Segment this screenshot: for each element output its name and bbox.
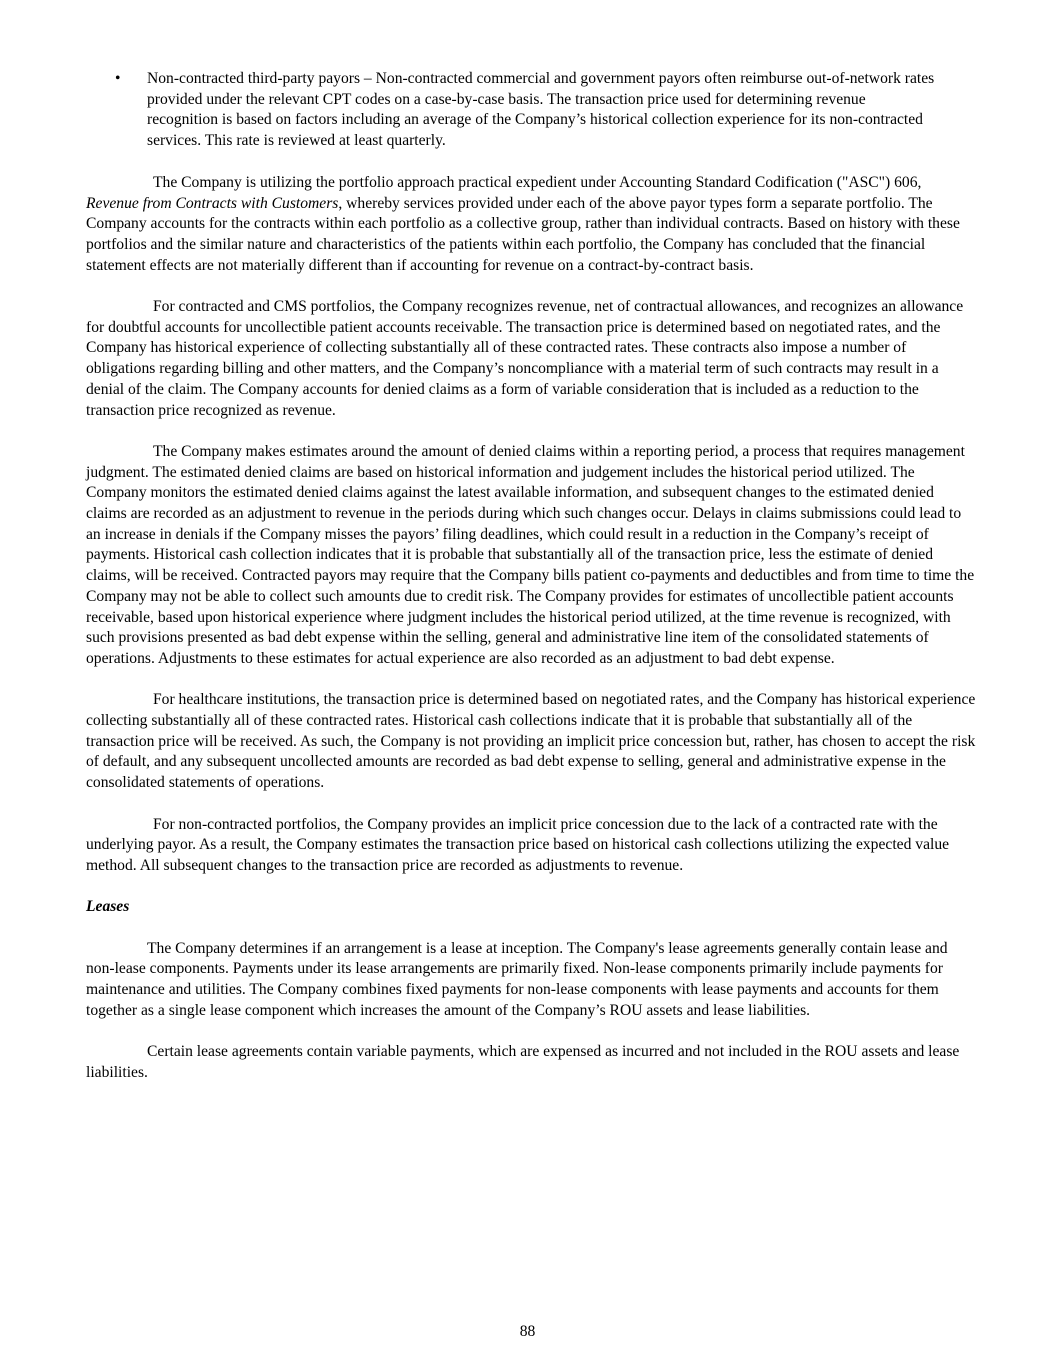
paragraph-lease-inception [86, 939, 976, 1022]
paragraph-non-contracted-portfolios [86, 815, 976, 877]
paragraph-healthcare-institutions [86, 690, 976, 794]
paragraph-variable-payments [86, 1042, 976, 1083]
paragraph-text: , whereby services provided under each of the above payor types form a separate portfolio. The Company accounts for the contracts within each portfolio as a collective group, rather than individual contracts. Based on history with these portfolios and the similar nature and characteristics of the patients within each portfolio, the Company has concluded that the financial statement effects are not materially different than if accounting for revenue on a contract-by-contract basis. [86, 194, 960, 274]
asc-606-title: Revenue from Contracts with Customers [86, 194, 339, 212]
paragraph-denied-claims [86, 442, 976, 670]
bullet-text: Non-contracted third-party payors – Non-contracted commercial and government payors often reimburse out-of-network rates provided under the relevant CPT codes on a case-by-case basis. The transaction price used for determining revenue recognition is based on factors including an average of the Company’s historical collection experience for its non-contracted services. This rate is reviewed at least quarterly. [147, 70, 935, 150]
paragraph-text: The Company makes estimates around the amount of denied claims within a reporting period, a process that requires management judgment. The estimated denied claims are based on historical information and judgement includes the historical period utilized. The Company monitors the estimated denied claims against the latest available information, and subsequent changes to the estimated denied claims are recorded as an adjustment to revenue in the periods during which such changes occur. Delays in claims submissions could lead to an increase in denials if the Company misses the payors’ filing deadlines, which could result in a reduction in the Company’s receipt of payments. Historical cash collection indicates that it is probable that substantially all of the transaction price, less the estimate of denied claims, will be received. Contracted payors may require that the Company bills patient co-payments and deductibles and from time to time the Company may not be able to collect such amounts due to credit risk. The Company provides for estimates of uncollectible patient accounts receivable, based upon historical experience where judgment includes the historical period utilized, at the time revenue is recognized, with such provisions presented as bad debt expense within the selling, general and administrative line item of the consolidated statements of operations. Adjustments to these estimates for actual experience are also recorded as an adjustment to bad debt expense. [86, 442, 975, 667]
paragraph-text: For non-contracted portfolios, the Company provides an implicit price concession due to the lack of a contracted rate with the underlying payor. As a result, the Company estimates the transaction price based on historical cash collections utilizing the expected value method. All subsequent changes to the transaction price are recorded as adjustments to revenue. [86, 815, 950, 874]
page-number: 88 [519, 1323, 536, 1340]
paragraph-portfolio-approach [86, 173, 976, 277]
paragraph-text: Certain lease agreements contain variable payments, which are expensed as incurred and not included in the ROU assets and lease liabilities. [86, 1043, 960, 1081]
document-page [86, 69, 976, 1104]
bullet-item-non-contracted-payors [86, 69, 976, 152]
paragraph-text: For healthcare institutions, the transaction price is determined based on negotiated rates, and the Company has historical experience collecting substantially all of these contracted rates. Historical cash collections indicate that it is probable that substantially all of the transaction price will be received. As such, the Company is not providing an implicit price concession but, rather, has chosen to accept the risk of default, and any subsequent uncollected amounts are recorded as bad debt expense to selling, general and administrative expense in the consolidated statements of operations. [86, 691, 976, 792]
paragraph-text: The Company is utilizing the portfolio approach practical expedient under Accounting Standard Codification ("ASC") 606, [153, 173, 922, 191]
paragraph-contracted-cms [86, 297, 976, 421]
paragraph-text: For contracted and CMS portfolios, the Company recognizes revenue, net of contractual allowances, and recognizes an allowance for doubtful accounts for uncollectible patient accounts receivable. The transaction price is determined based on negotiated rates, and the Company has historical experience of collecting substantially all of these contracted rates. These contracts also impose a number of obligations regarding billing and other matters, and the Company’s noncompliance with a material term of such contracts may result in a denial of the claim. The Company accounts for denied claims as a form of variable consideration that is included as a reduction to the transaction price recognized as revenue. [86, 298, 964, 419]
section-heading-leases: Leases [86, 898, 130, 916]
bullet-icon: • [115, 70, 121, 87]
paragraph-text: The Company determines if an arrangement is a lease at inception. The Company's lease agreements generally contain lease and non-lease components. Payments under its lease arrangements are primarily fixed. Non-lease components primarily include payments for maintenance and utilities. The Company combines fixed payments for non-lease components with lease payments and accounts for them together as a single lease component which increases the amount of the Company’s ROU assets and lease liabilities. [86, 939, 948, 1019]
